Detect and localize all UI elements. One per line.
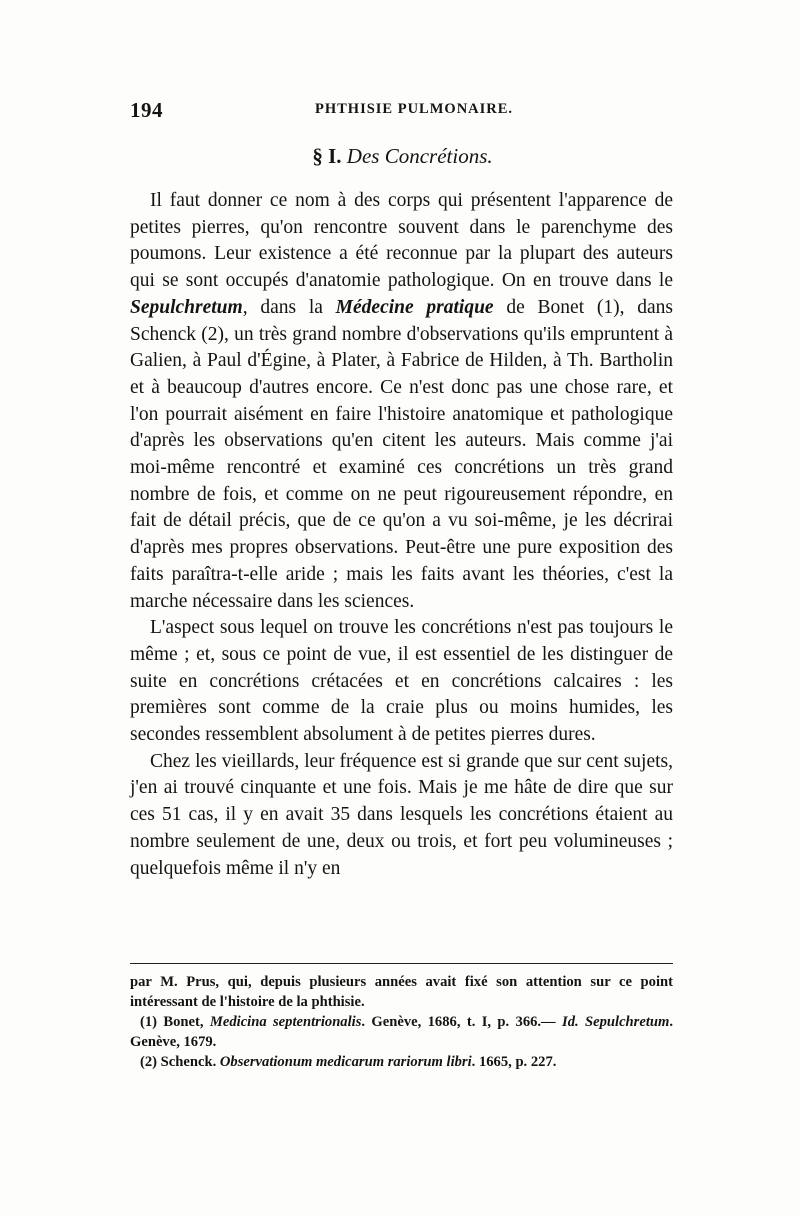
paragraph-3: Chez les vieillards, leur fréquence est si grande que sur cent sujets, j'en ai trouvé cinquante et une fois. Mais je me hâte de dire que sur ces 51 cas, il y en avait 35 dans lesquels les concrétions étaient au nombre seulement de une, deux ou trois, et fort peu volumineuses ; quelquefois même il n'y en bbox=[130, 750, 673, 879]
footnote-continuation: par M. Prus, qui, depuis plusieurs années avait fixé son attention sur ce point intéressant de l'histoire de la phthisie. bbox=[130, 974, 673, 1010]
page-header bbox=[130, 98, 675, 124]
text-span: Il faut donner ce nom à des corps qui présentent l'apparence de petites pierres, qu'on rencontre souvent dans le parenchyme des poumons. Leur existence a été reconnue par la plupart des auteurs qui se sont occupés d'anatomie pathologique. On en trouve dans le bbox=[130, 190, 673, 292]
paragraph-2: L'aspect sous lequel on trouve les concrétions n'est pas toujours le même ; et, sous ce point de vue, il est essentiel de les distinguer de suite en concrétions crétacées et en concrétions calcaires : les premières sont comme de la craie plus ou moins humides, les secondes ressemblent absolument à de petites pierres dures. bbox=[130, 617, 673, 746]
paragraph-1 bbox=[130, 188, 673, 615]
text-span: . 1665, p. 227. bbox=[471, 1054, 557, 1070]
text-span: , dans la bbox=[242, 296, 336, 318]
section-title: Des Concrétions. bbox=[346, 144, 493, 168]
text-span: de Bonet (1), dans Schenck (2), un très grand nombre d'observations qu'ils empruntent à Galien, à Paul d'Égine, à Plater, à Fabrice de Hilden, à Th. Bartholin et à beaucoup d'autres encore. Ce n'est donc pas une chose rare, et l'on pourrait aisément en faire l'histoire anatomique et pathologique d'après les observations qu'en citent les auteurs. Mais comme j'ai moi-même rencontré et examiné ces concrétions un très grand nombre de fois, et comme on ne peut rigoureusement répondre, en fait de détail précis, que de ce qu'on a vu soi-même, je les décrirai d'après mes propres observations. Peut-être une pure exposition des faits paraîtra-t-elle aride ; mais les faits avant les théories, c'est la marche nécessaire dans les sciences. bbox=[130, 296, 673, 612]
text-span: . Genève, 1686, t. I, p. 366.— bbox=[361, 1014, 563, 1030]
italic-title: Medicina septentrionalis bbox=[209, 1014, 362, 1030]
text-span: (2) Schenck. bbox=[140, 1054, 220, 1070]
footnote-rule bbox=[130, 963, 673, 964]
footnote-2 bbox=[130, 1052, 673, 1072]
italic-title: Médecine pratique bbox=[335, 296, 494, 318]
body-text bbox=[130, 188, 673, 882]
text-span: (1) Bonet, bbox=[140, 1014, 210, 1030]
footnote-1 bbox=[130, 1012, 673, 1052]
italic-title: Id. Sepulchretum bbox=[562, 1014, 670, 1030]
page-number: 194 bbox=[130, 98, 163, 122]
running-head: PHTHISIE PULMONAIRE. bbox=[315, 101, 514, 117]
section-mark: § I. bbox=[312, 144, 342, 168]
italic-title: Sepulchretum bbox=[130, 296, 243, 318]
text-span: . Genève, 1679. bbox=[130, 1014, 674, 1050]
section-heading bbox=[130, 142, 675, 170]
italic-title: Observationum medicarum rariorum libri bbox=[219, 1054, 472, 1070]
footnotes bbox=[130, 972, 673, 1072]
